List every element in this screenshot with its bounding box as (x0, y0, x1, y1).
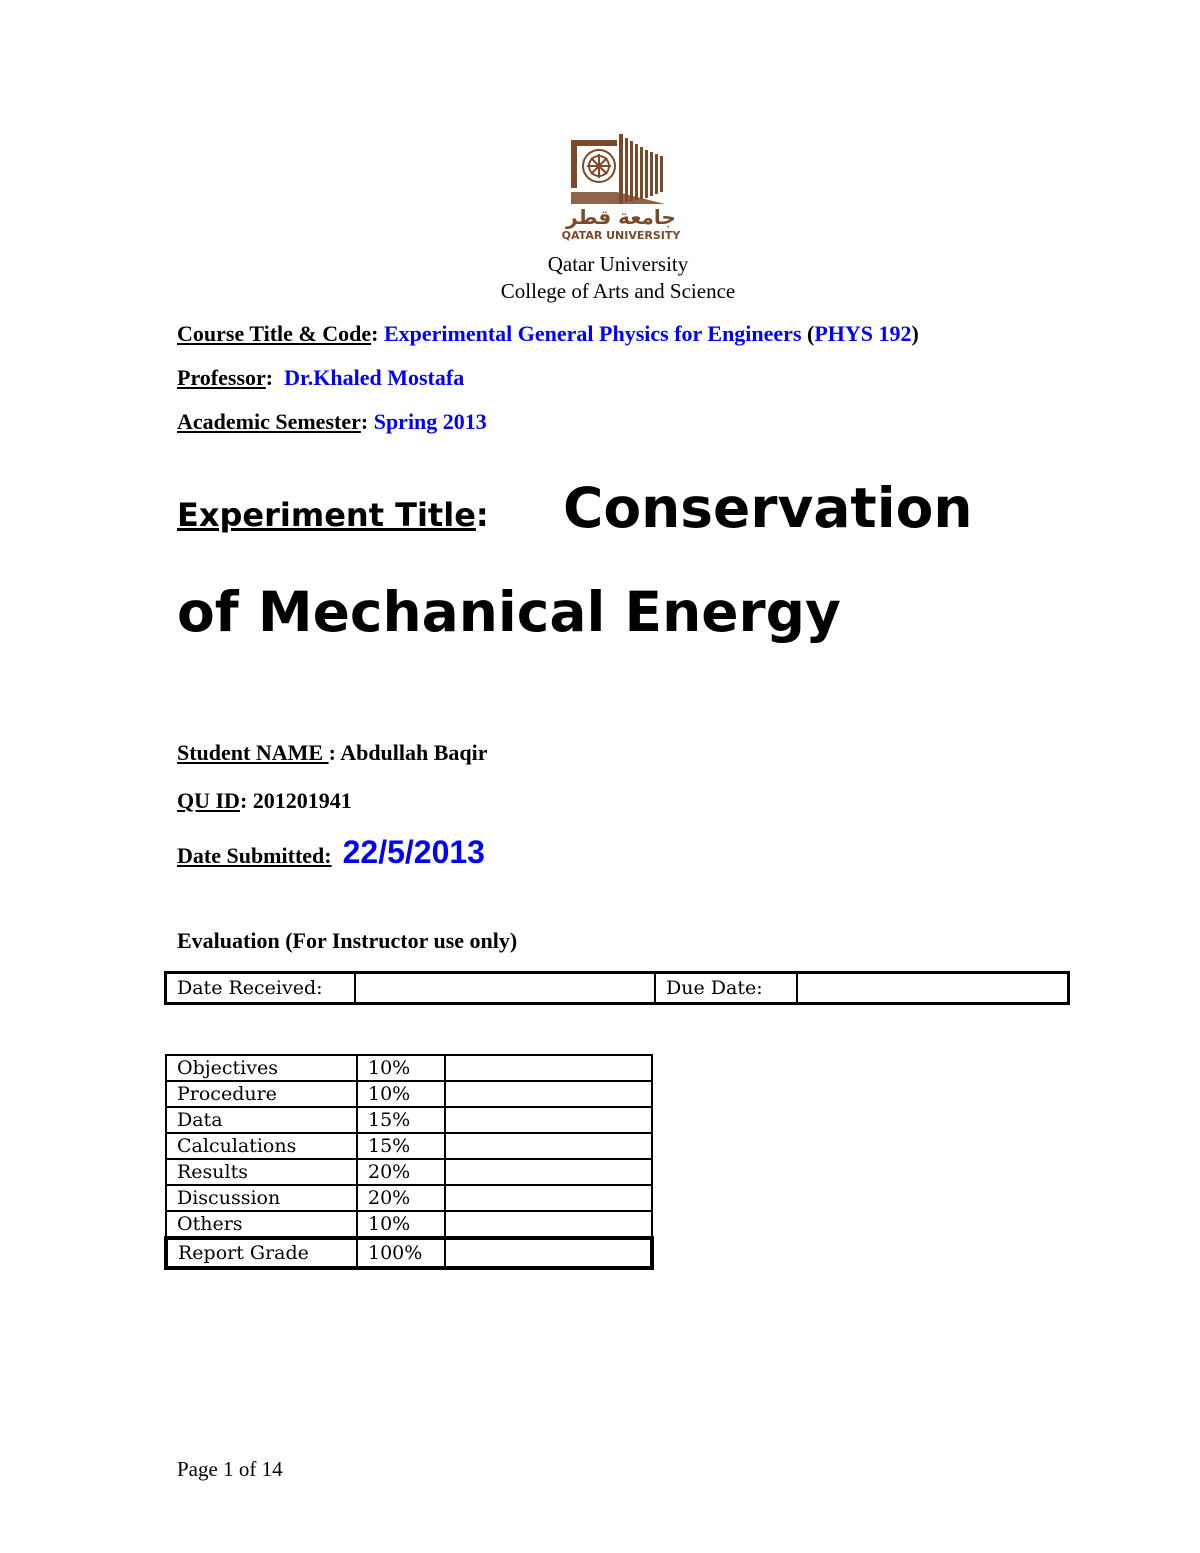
grade-row (166, 1081, 652, 1107)
due-date-field[interactable] (797, 973, 1069, 1004)
professor-value: Dr.Khaled Mostafa (284, 365, 465, 390)
qatar-university-logo (557, 126, 687, 246)
date-submitted-label: Date Submitted: (177, 843, 332, 868)
grade-row (166, 1159, 652, 1185)
grade-weight: 100% (357, 1238, 445, 1268)
grade-weight: 10% (357, 1211, 445, 1238)
student-id-value: 201201941 (252, 788, 352, 813)
evaluation-heading: Evaluation (For Instructor use only) (177, 928, 518, 953)
course-label: Course Title & Code (177, 321, 372, 346)
due-date-label: Due Date: (655, 973, 797, 1004)
grade-weight: 10% (357, 1081, 445, 1107)
course-code: PHYS 192 (814, 321, 912, 346)
experiment-title-line2: of Mechanical Energy (177, 580, 841, 644)
university-name: Qatar University (547, 252, 689, 276)
student-name-label: Student NAME (177, 740, 329, 765)
college-name: College of Arts and Science (500, 279, 736, 303)
grade-weight: 20% (357, 1159, 445, 1185)
student-name-value: Abdullah Baqir (340, 740, 488, 765)
student-name-line: Student NAME : Abdullah Baqir (177, 740, 488, 765)
page-number: Page 1 of 14 (177, 1457, 283, 1481)
grade-item: Calculations (166, 1133, 357, 1159)
experiment-title-line1: Conservation (563, 476, 973, 540)
grade-weight: 15% (357, 1133, 445, 1159)
grade-score[interactable] (445, 1211, 652, 1238)
logo-arabic-text: جامعة قطر (566, 205, 676, 229)
grade-weight: 10% (357, 1055, 445, 1081)
grade-weight: 20% (357, 1185, 445, 1211)
grade-score[interactable] (445, 1055, 652, 1081)
grade-row (166, 1055, 652, 1081)
grade-score[interactable] (445, 1159, 652, 1185)
date-submitted-line (177, 834, 485, 871)
experiment-label: Experiment Title (177, 496, 476, 534)
student-id-line: QU ID: 201201941 (177, 788, 352, 813)
experiment-label-line: Experiment Title: (177, 496, 489, 534)
grade-row (166, 1133, 652, 1159)
grade-row (166, 1107, 652, 1133)
grade-row (166, 1185, 652, 1211)
grade-item: Procedure (166, 1081, 357, 1107)
course-line: Course Title & Code: Experimental General Physics for Engineers (PHYS 192) (177, 321, 919, 346)
student-id-label: QU ID (177, 788, 240, 813)
grade-score[interactable] (445, 1185, 652, 1211)
logo-english-text: QATAR UNIVERSITY (561, 229, 681, 242)
course-title: Experimental General Physics for Engineers (383, 321, 802, 346)
professor-line: Professor: Dr.Khaled Mostafa (177, 365, 465, 390)
date-received-field[interactable] (355, 973, 655, 1004)
grade-item: Results (166, 1159, 357, 1185)
grade-item: Data (166, 1107, 357, 1133)
semester-line: Academic Semester: Spring 2013 (177, 409, 487, 434)
grade-weight: 15% (357, 1107, 445, 1133)
grade-item: Report Grade (166, 1238, 357, 1268)
grade-item: Others (166, 1211, 357, 1238)
grade-score[interactable] (445, 1107, 652, 1133)
date-received-label: Date Received: (166, 973, 356, 1004)
grade-total-row (166, 1238, 652, 1268)
grade-item: Objectives (166, 1055, 357, 1081)
grading-table (164, 1054, 654, 1270)
grade-item: Discussion (166, 1185, 357, 1211)
grade-score[interactable] (445, 1133, 652, 1159)
date-submitted-value: 22/5/2013 (342, 834, 485, 870)
grade-row (166, 1211, 652, 1238)
professor-label: Professor (177, 365, 266, 390)
grade-score[interactable] (445, 1081, 652, 1107)
grade-score[interactable] (445, 1238, 652, 1268)
evaluation-dates-table (164, 971, 1070, 1005)
semester-value: Spring 2013 (373, 409, 487, 434)
semester-label: Academic Semester (177, 409, 361, 434)
